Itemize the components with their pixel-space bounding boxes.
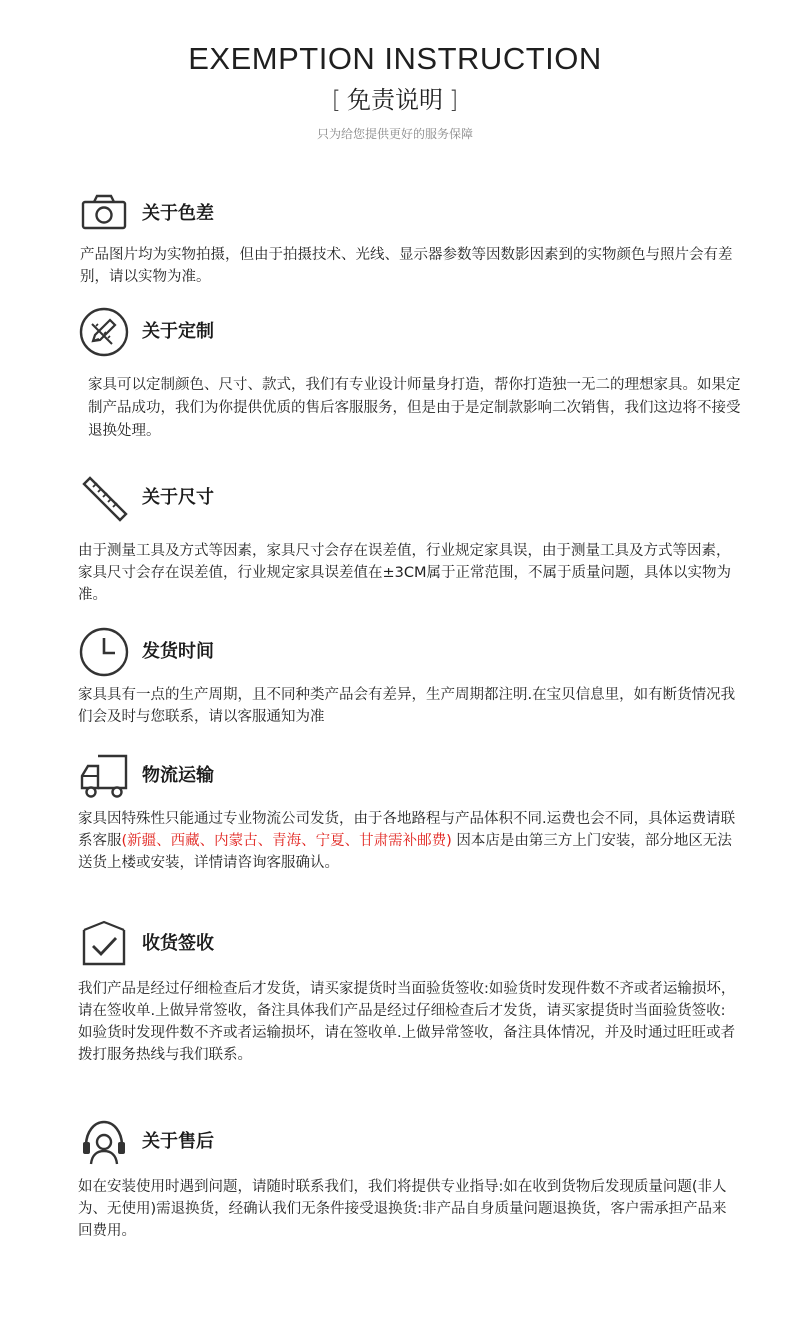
bracket-right: ] bbox=[449, 86, 459, 114]
clock-icon bbox=[78, 626, 130, 678]
section-body: 家具可以定制颜色、尺寸、款式，我们有专业设计师量身打造，帮你打造独一无二的理想家具。如果定制产品成功，我们为你提供优质的售后客服服务，但是由于是定制款影响二次销售，我们这边将不接受退换处理。 bbox=[88, 377, 741, 439]
title-chinese-wrap bbox=[0, 84, 790, 116]
section-delivery-time bbox=[0, 626, 790, 728]
section-receipt-signing bbox=[0, 918, 790, 1066]
section-color-difference bbox=[0, 188, 790, 288]
ruler-icon bbox=[78, 472, 130, 528]
title-english: EXEMPTION INSTRUCTION bbox=[188, 41, 602, 76]
section-logistics bbox=[0, 750, 790, 874]
section-body: 产品图片均为实物拍摄，但由于拍摄技术、光线、显示器参数等因数影因素到的实物颜色与照片会有差别，请以实物为准。 bbox=[80, 247, 733, 285]
section-body: 我们产品是经过仔细检查后才发货，请买家提货时当面验货签收:如验货时发现件数不齐或者运输损坏，请在签收单.上做异常签收，备注具体我们产品是经过仔细检查后才发货，请买家提货时当面验货签收:如验货时发现件数不齐或者运输损坏，请在签收单.上做异常签收，备注具体情况，并及时通过旺旺或者拨打服务热线与我们联系。 bbox=[78, 981, 736, 1063]
pencil-ruler-icon bbox=[78, 306, 130, 358]
section-title: 物流运输 bbox=[142, 765, 214, 786]
section-title: 收货签收 bbox=[142, 933, 214, 954]
subtitle: 只为给您提供更好的服务保障 bbox=[316, 127, 473, 141]
section-title: 发货时间 bbox=[142, 641, 214, 662]
headset-icon bbox=[78, 1116, 130, 1168]
section-body: 家具具有一点的生产周期，且不同种类产品会有差异，生产周期都注明.在宝贝信息里，如有断货情况我们会及时与您联系，请以客服通知为准 bbox=[78, 687, 736, 725]
remote-area-note: (新疆、西藏、内蒙古、青海、宁夏、甘肃需补邮费) bbox=[121, 833, 452, 849]
section-title: 关于尺寸 bbox=[142, 487, 214, 508]
section-title: 关于定制 bbox=[142, 321, 214, 342]
page-header bbox=[0, 40, 790, 142]
body-text: 因本店是由第三方上门安装，部分地区无法送货上楼或安装，详情请咨询客服确认。 bbox=[78, 833, 732, 871]
title-chinese: 免责说明 bbox=[347, 86, 443, 114]
camera-icon bbox=[78, 188, 130, 240]
section-title: 关于色差 bbox=[142, 203, 214, 224]
section-body bbox=[78, 808, 738, 874]
section-after-sales bbox=[0, 1116, 790, 1242]
section-size bbox=[0, 472, 790, 606]
body-text: 家具因特殊性只能通过专业物流公司发货，由于各地路程与产品体积不同.运费也会不同，具体运费请联系客服 bbox=[78, 811, 736, 849]
section-title: 关于售后 bbox=[142, 1131, 214, 1152]
checkbox-icon bbox=[78, 918, 130, 970]
section-body: 如在安装使用时遇到问题，请随时联系我们，我们将提供专业指导:如在收到货物后发现质量问题(非人为、无使用)需退换货，经确认我们无条件接受退换货:非产品自身质量问题退换货，客户需承担产品来回费用。 bbox=[78, 1179, 727, 1239]
bracket-left: [ bbox=[331, 86, 341, 114]
section-body: 由于测量工具及方式等因素，家具尺寸会存在误差值，行业规定家具误，由于测量工具及方式等因素，家具尺寸会存在误差值，行业规定家具误差值在±3CM属于正常范围，不属于质量问题，具体以实物为准。 bbox=[78, 543, 732, 603]
truck-icon bbox=[78, 750, 130, 802]
section-customization bbox=[0, 306, 790, 443]
